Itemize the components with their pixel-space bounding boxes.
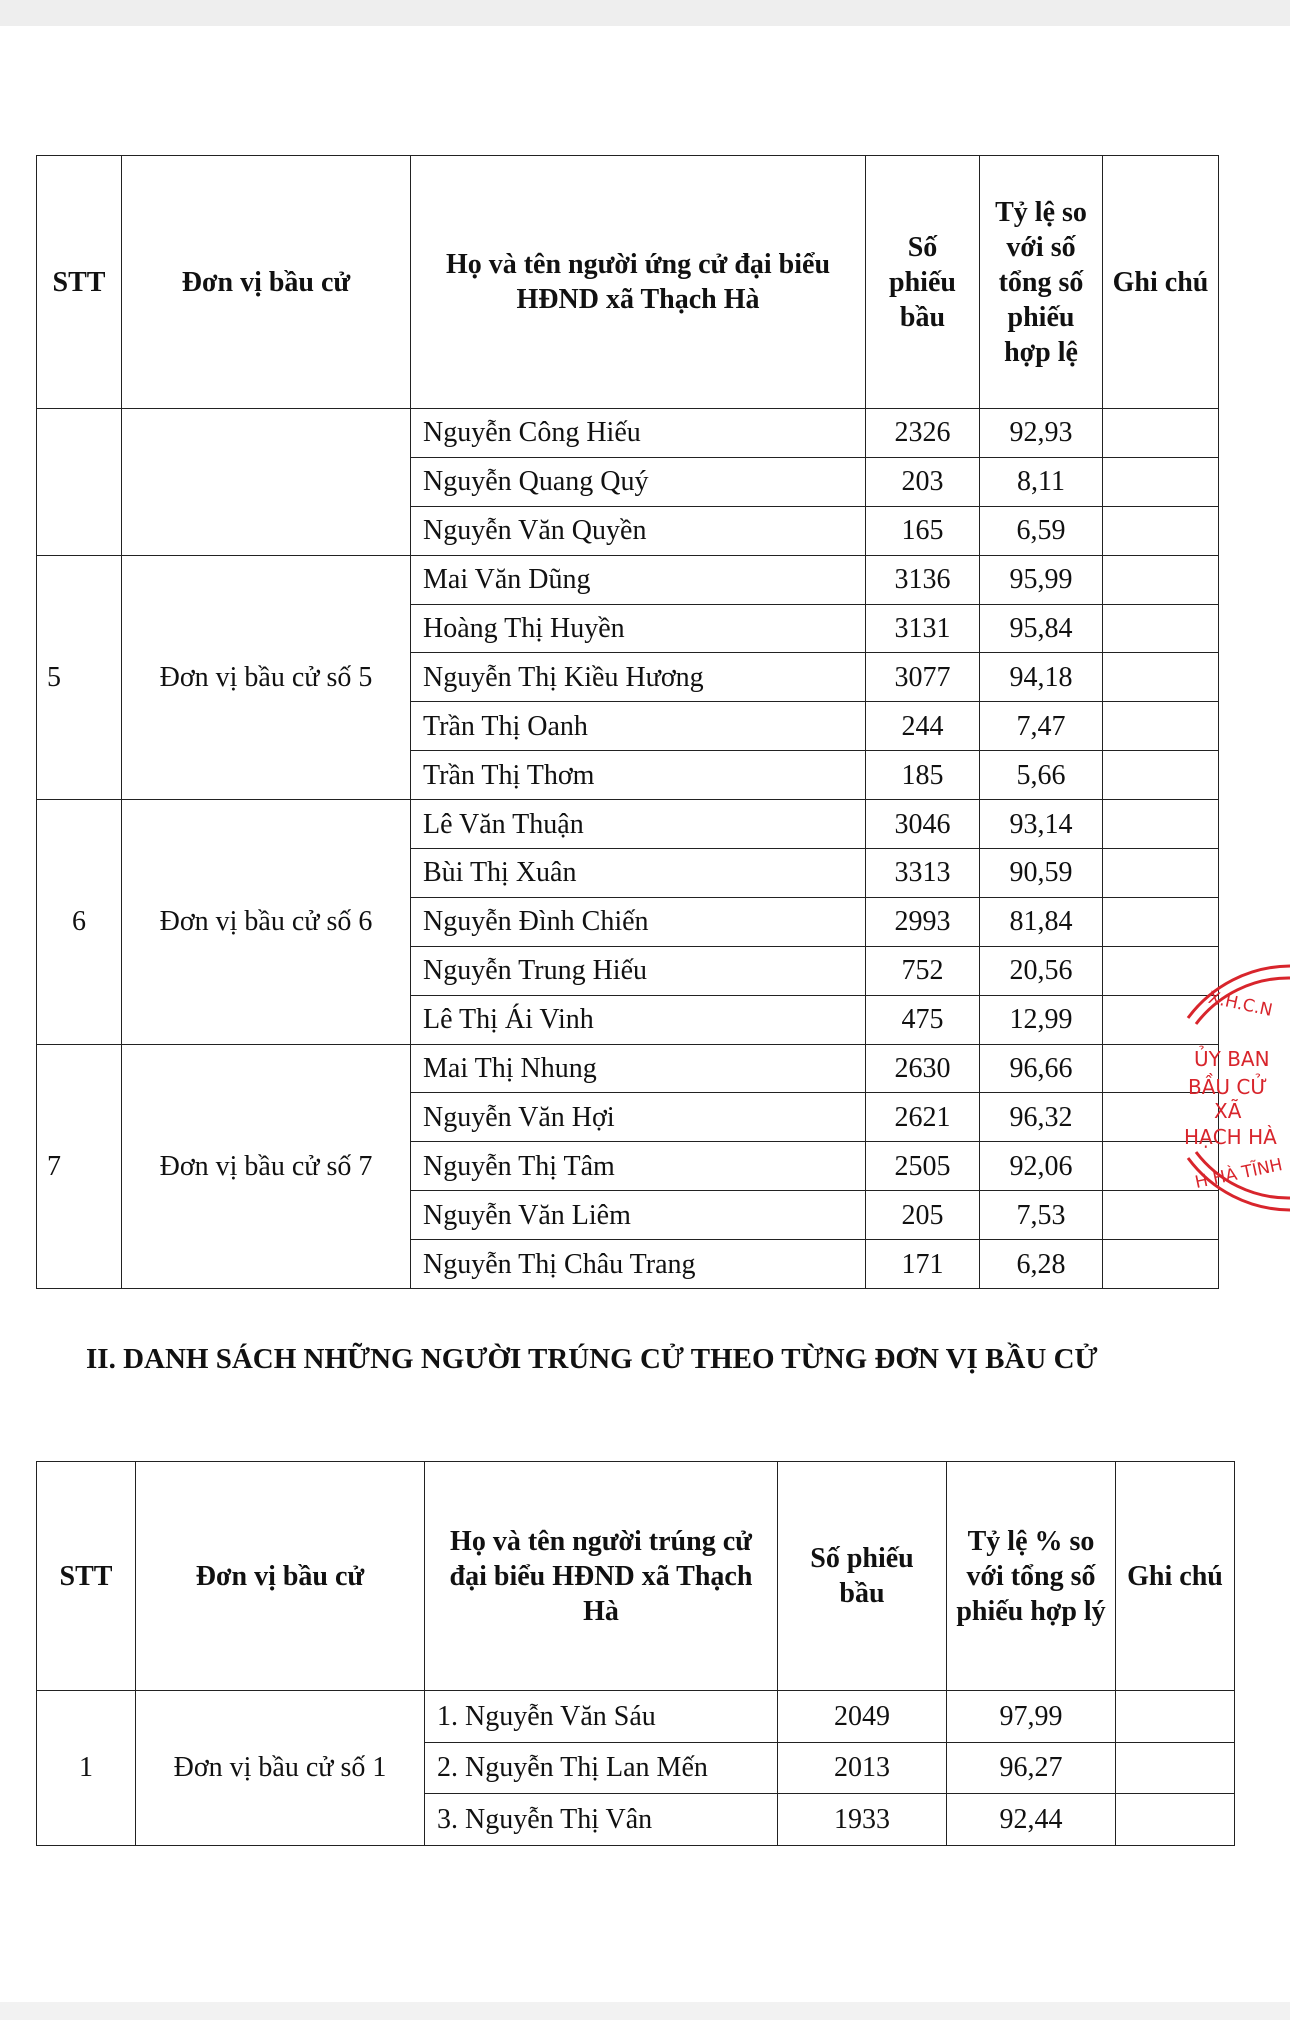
ratio-cell: 95,84	[980, 604, 1103, 653]
candidate-name-cell: 1. Nguyễn Văn Sáu	[425, 1691, 778, 1743]
note-cell	[1116, 1742, 1235, 1794]
header-unit: Đơn vị bầu cử	[122, 156, 411, 409]
votes-cell: 2630	[866, 1044, 980, 1093]
candidate-name-cell: Nguyễn Thị Kiều Hương	[411, 653, 866, 702]
candidate-name-cell: Trần Thị Oanh	[411, 702, 866, 751]
votes-cell: 3046	[866, 800, 980, 849]
candidate-name-cell: Trần Thị Thơm	[411, 751, 866, 800]
votes-cell: 3131	[866, 604, 980, 653]
candidate-name-cell: Nguyễn Trung Hiếu	[411, 946, 866, 995]
table-header-row	[37, 1462, 1235, 1691]
candidate-name-cell: Nguyễn Quang Quý	[411, 457, 866, 506]
header-stt: STT	[37, 156, 122, 409]
svg-text:HẠCH HÀ: HẠCH HÀ	[1184, 1125, 1277, 1149]
ratio-cell: 5,66	[980, 751, 1103, 800]
candidate-name-cell: Nguyễn Văn Liêm	[411, 1191, 866, 1240]
candidate-name-cell: 3. Nguyễn Thị Vân	[425, 1794, 778, 1846]
header-votes: Số phiếu bầu	[866, 156, 980, 409]
header-stt: STT	[37, 1462, 136, 1691]
stt-cell: 7	[37, 1044, 122, 1288]
candidate-name-cell: Nguyễn Thị Tâm	[411, 1142, 866, 1191]
note-cell	[1116, 1691, 1235, 1743]
note-cell	[1103, 653, 1219, 702]
note-cell	[1103, 800, 1219, 849]
votes-cell: 2505	[866, 1142, 980, 1191]
svg-text:ỦY BAN: ỦY BAN	[1194, 1047, 1270, 1071]
candidate-name-cell: 2. Nguyễn Thị Lan Mến	[425, 1742, 778, 1794]
candidate-name-cell: Nguyễn Đình Chiến	[411, 897, 866, 946]
votes-cell: 1933	[778, 1794, 947, 1846]
ratio-cell: 8,11	[980, 457, 1103, 506]
candidate-name-cell: Nguyễn Văn Quyền	[411, 506, 866, 555]
ratio-cell: 96,32	[980, 1093, 1103, 1142]
header-unit: Đơn vị bầu cử	[136, 1462, 425, 1691]
table-row	[37, 1691, 1235, 1743]
ratio-cell: 12,99	[980, 995, 1103, 1044]
stt-cell: 5	[37, 555, 122, 799]
note-cell	[1103, 457, 1219, 506]
header-votes: Số phiếu bầu	[778, 1462, 947, 1691]
votes-cell: 3313	[866, 849, 980, 898]
note-cell	[1103, 555, 1219, 604]
header-candidate-name: Họ và tên người ứng cử đại biểu HĐND xã Thạch Hà	[411, 156, 866, 409]
stt-cell: 1	[37, 1691, 136, 1846]
ratio-cell: 94,18	[980, 653, 1103, 702]
note-cell	[1116, 1794, 1235, 1846]
ratio-cell: 7,47	[980, 702, 1103, 751]
header-note: Ghi chú	[1103, 156, 1219, 409]
section-title: II. DANH SÁCH NHỮNG NGƯỜI TRÚNG CỬ THEO TỪNG ĐƠN VỊ BẦU CỬ	[86, 1343, 1098, 1375]
candidate-name-cell: Lê Văn Thuận	[411, 800, 866, 849]
ratio-cell: 92,93	[980, 409, 1103, 458]
header-ratio: Tỷ lệ so với số tổng số phiếu hợp lệ	[980, 156, 1103, 409]
ratio-cell: 97,99	[947, 1691, 1116, 1743]
svg-text:X.H.C.N: X.H.C.N	[1206, 987, 1275, 1021]
table-row	[37, 409, 1219, 458]
note-cell	[1103, 751, 1219, 800]
note-cell	[1103, 702, 1219, 751]
votes-cell: 2326	[866, 409, 980, 458]
votes-cell: 171	[866, 1240, 980, 1289]
candidate-name-cell: Lê Thị Ái Vinh	[411, 995, 866, 1044]
scan-top-edge	[0, 0, 1290, 26]
ratio-cell: 81,84	[980, 897, 1103, 946]
votes-cell: 185	[866, 751, 980, 800]
svg-text:H HÀ TĨNH: H HÀ TĨNH	[1193, 1155, 1285, 1194]
scan-bottom-edge	[0, 2002, 1290, 2020]
ratio-cell: 90,59	[980, 849, 1103, 898]
election-committee-seal	[1184, 958, 1290, 1220]
ratio-cell: 93,14	[980, 800, 1103, 849]
ratio-cell: 20,56	[980, 946, 1103, 995]
note-cell	[1103, 506, 1219, 555]
candidate-name-cell: Mai Thị Nhung	[411, 1044, 866, 1093]
election-unit-cell: Đơn vị bầu cử số 6	[122, 800, 411, 1044]
ratio-cell: 95,99	[980, 555, 1103, 604]
votes-cell: 3136	[866, 555, 980, 604]
candidates-results-table	[36, 155, 1219, 1289]
candidate-name-cell: Bùi Thị Xuân	[411, 849, 866, 898]
votes-cell: 3077	[866, 653, 980, 702]
stt-cell: 6	[37, 800, 122, 1044]
votes-cell: 244	[866, 702, 980, 751]
ratio-cell: 96,66	[980, 1044, 1103, 1093]
votes-cell: 165	[866, 506, 980, 555]
svg-text:XÃ: XÃ	[1214, 1099, 1242, 1123]
ratio-cell: 6,59	[980, 506, 1103, 555]
note-cell	[1103, 604, 1219, 653]
ratio-cell: 7,53	[980, 1191, 1103, 1240]
election-unit-cell: Đơn vị bầu cử số 5	[122, 555, 411, 799]
note-cell	[1103, 849, 1219, 898]
candidate-name-cell: Mai Văn Dũng	[411, 555, 866, 604]
ratio-cell: 96,27	[947, 1742, 1116, 1794]
svg-text:BẦU CỬ: BẦU CỬ	[1188, 1075, 1268, 1099]
votes-cell: 2621	[866, 1093, 980, 1142]
header-ratio: Tỷ lệ % so với tổng số phiếu hợp lý	[947, 1462, 1116, 1691]
candidate-name-cell: Nguyễn Thị Châu Trang	[411, 1240, 866, 1289]
election-unit-cell	[122, 409, 411, 556]
ratio-cell: 92,44	[947, 1794, 1116, 1846]
stt-cell	[37, 409, 122, 556]
candidate-name-cell: Nguyễn Công Hiếu	[411, 409, 866, 458]
ratio-cell: 92,06	[980, 1142, 1103, 1191]
note-cell	[1103, 1240, 1219, 1289]
note-cell	[1103, 897, 1219, 946]
votes-cell: 2049	[778, 1691, 947, 1743]
votes-cell: 203	[866, 457, 980, 506]
votes-cell: 205	[866, 1191, 980, 1240]
table-row	[37, 1044, 1219, 1093]
candidate-name-cell: Nguyễn Văn Hợi	[411, 1093, 866, 1142]
votes-cell: 2993	[866, 897, 980, 946]
votes-cell: 2013	[778, 1742, 947, 1794]
header-elected-name: Họ và tên người trúng cử đại biểu HĐND xã Thạch Hà	[425, 1462, 778, 1691]
election-unit-cell: Đơn vị bầu cử số 1	[136, 1691, 425, 1846]
votes-cell: 475	[866, 995, 980, 1044]
table-row	[37, 800, 1219, 849]
table-header-row	[37, 156, 1219, 409]
ratio-cell: 6,28	[980, 1240, 1103, 1289]
election-unit-cell: Đơn vị bầu cử số 7	[122, 1044, 411, 1288]
candidate-name-cell: Hoàng Thị Huyền	[411, 604, 866, 653]
note-cell	[1103, 409, 1219, 458]
table-row	[37, 555, 1219, 604]
header-note: Ghi chú	[1116, 1462, 1235, 1691]
votes-cell: 752	[866, 946, 980, 995]
elected-results-table	[36, 1461, 1235, 1846]
